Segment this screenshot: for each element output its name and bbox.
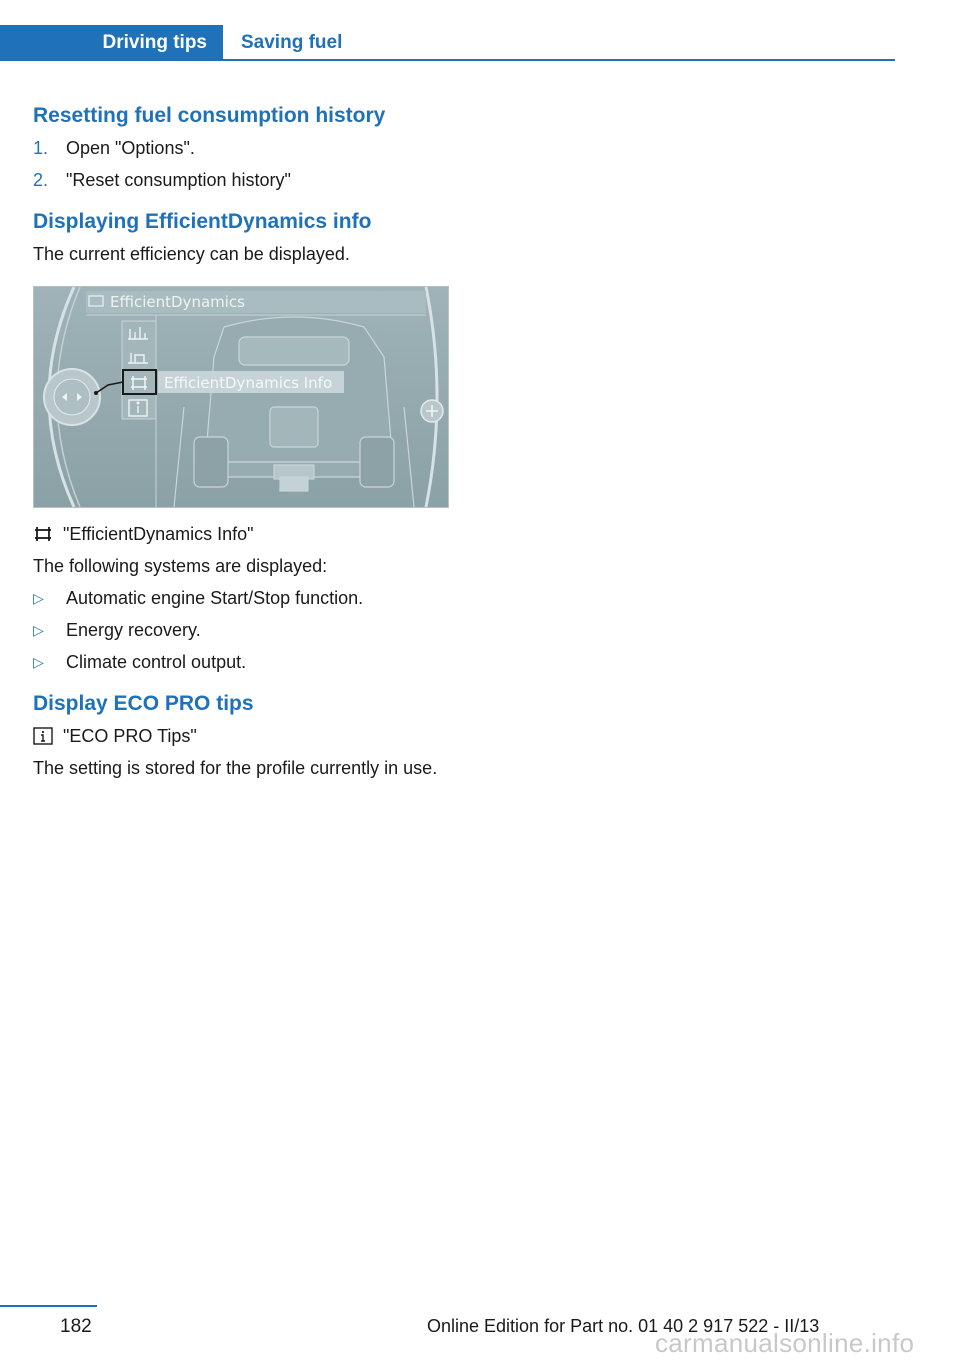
triangle-bullet-icon: ▷ [33, 654, 44, 670]
edition-text: Online Edition for Part no. 01 40 2 917 522 - II/13 [427, 1316, 820, 1336]
following-text: The following systems are displayed: [33, 556, 328, 576]
step-2 [33, 164, 453, 196]
step-number: 2. [33, 170, 49, 190]
bullet-text: Climate control output. [66, 652, 247, 672]
heading-efficientdynamics-info: Displaying EfficientDynamics info [33, 210, 372, 233]
bullet-item [33, 646, 453, 678]
watermark: carmanualsonline.info [655, 1328, 915, 1358]
screen-title: EfficientDynamics [110, 293, 245, 311]
header-tabs [0, 25, 895, 61]
idrive-screenshot [33, 286, 449, 508]
bullet-text: Energy recovery. [66, 620, 201, 640]
intro-text: The current efficiency can be displayed. [33, 244, 350, 264]
bullet-text: Automatic engine Start/Stop function. [66, 588, 364, 608]
eco-pro-icon-line [33, 720, 453, 752]
eco-pro-label: "ECO PRO Tips" [63, 726, 197, 746]
triangle-bullet-icon: ▷ [33, 622, 44, 638]
screen-highlight-label: EfficientDynamics Info [164, 374, 333, 392]
efficientdynamics-label: "EfficientDynamics Info" [63, 524, 254, 544]
page-number: 182 [60, 1316, 92, 1337]
step-text: Open "Options". [66, 138, 195, 158]
tab-driving-tips[interactable]: Driving tips [0, 25, 223, 61]
footer-rule [0, 1305, 97, 1307]
efficientdynamics-icon [33, 526, 53, 542]
efficientdynamics-icon-line [33, 518, 453, 550]
bullet-item [33, 614, 453, 646]
heading-eco-pro-tips: Display ECO PRO tips [33, 692, 254, 715]
idrive-screen-graphic [34, 287, 448, 507]
step-1 [33, 132, 453, 164]
step-text: "Reset consumption history" [66, 170, 291, 190]
content-column [33, 100, 453, 784]
bullet-item [33, 582, 453, 614]
heading-reset-history: Resetting fuel consumption history [33, 104, 386, 127]
triangle-bullet-icon: ▷ [33, 590, 44, 606]
tab-saving-fuel[interactable]: Saving fuel [241, 32, 343, 53]
profile-note: The setting is stored for the profile currently in use. [33, 758, 438, 778]
step-number: 1. [33, 138, 49, 158]
info-icon [33, 727, 53, 745]
